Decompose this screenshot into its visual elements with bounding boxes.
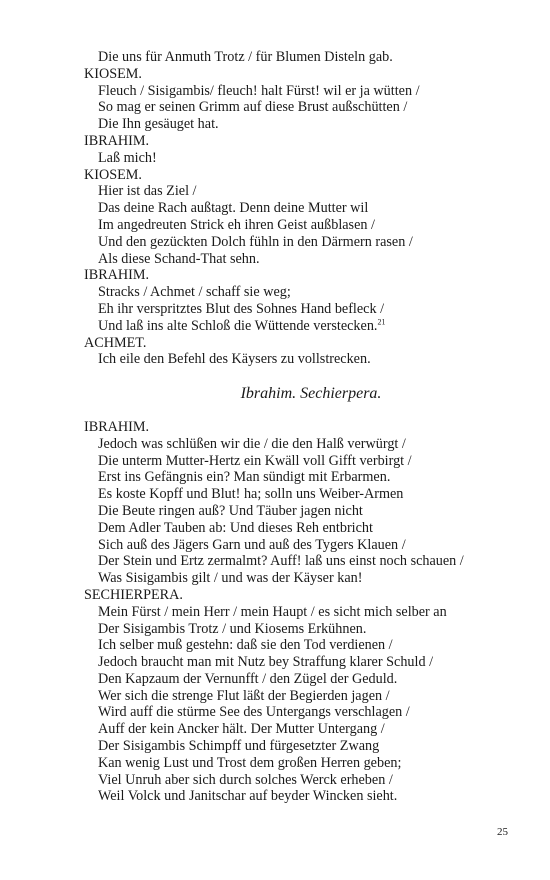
verse-text: Sich auß des Jägers Garn und auß des Tygers Klauen / <box>98 536 406 553</box>
verse-line <box>84 553 524 570</box>
verse-text: Laß mich! <box>98 149 157 166</box>
speaker-label: KIOSEM. <box>84 65 142 82</box>
verse-line <box>84 469 524 486</box>
verse-text: Erst ins Gefängnis ein? Man sündigt mit Erbarmen. <box>98 469 391 486</box>
speaker-name <box>84 335 524 352</box>
verse-line <box>84 671 524 688</box>
verse-text: Auff der kein Ancker hält. Der Mutter Untergang / <box>98 721 385 738</box>
verse-line <box>84 772 524 789</box>
verse-line <box>84 436 524 453</box>
speaker-label: IBRAHIM. <box>84 267 150 284</box>
verse-text: Hier ist das Ziel / <box>98 183 197 200</box>
verse-text: Kan wenig Lust und Trost dem großen Herren geben; <box>98 754 402 771</box>
stage-direction: Ibrahim. Sechierpera. <box>240 385 382 403</box>
speaker-name <box>84 133 524 150</box>
verse-text: Ich eile den Befehl des Käysers zu vollstrecken. <box>98 351 371 368</box>
verse-line <box>84 788 524 805</box>
verse-line <box>84 234 524 251</box>
verse-line <box>84 318 524 335</box>
verse-line <box>84 486 524 503</box>
verse-line <box>84 217 524 234</box>
verse-text: Es koste Kopff und Blut! ha; solln uns Weiber-Armen <box>98 486 404 503</box>
verse-text: Jedoch was schlüßen wir die / die den Halß verwürgt / <box>98 435 406 452</box>
footnote-marker[interactable]: 21 <box>377 317 386 327</box>
scene-part-1 <box>84 49 524 368</box>
verse-line <box>84 537 524 554</box>
verse-line <box>84 251 524 268</box>
verse-text: Weil Volck und Janitschar auf beyder Wincken sieht. <box>98 788 398 805</box>
play-text <box>84 49 524 805</box>
speaker-name <box>84 66 524 83</box>
verse-line <box>84 301 524 318</box>
verse-line <box>84 503 524 520</box>
verse-line <box>84 49 524 66</box>
verse-text: So mag er seinen Grimm auf diese Brust außschütten / <box>98 99 408 116</box>
verse-text: Fleuch / Sisigambis/ fleuch! halt Fürst! wil er ja wütten / <box>98 82 420 99</box>
verse-text: Die unterm Mutter-Hertz ein Kwäll voll Gifft verbirgt / <box>98 452 412 469</box>
verse-text: Die Ihn gesäuget hat. <box>98 116 219 133</box>
verse-text: Mein Fürst / mein Herr / mein Haupt / es sicht mich selber an <box>98 603 447 620</box>
verse-text: Und den gezückten Dolch fühln in den Därmern rasen / <box>98 233 413 250</box>
verse-line <box>84 604 524 621</box>
speaker-name <box>84 267 524 284</box>
verse-text: Der Stein und Ertz zermalmt? Auff! laß uns einst noch schauen / <box>98 553 464 570</box>
verse-line <box>84 99 524 116</box>
verse-text: Den Kapzaum der Vernunfft / den Zügel der Geduld. <box>98 670 398 687</box>
speaker-name <box>84 167 524 184</box>
verse-text: Das deine Rach außtagt. Denn deine Mutter wil <box>98 200 369 217</box>
verse-line <box>84 721 524 738</box>
verse-line <box>84 570 524 587</box>
verse-text: Wird auff die stürme See des Untergangs verschlagen / <box>98 704 410 721</box>
verse-line <box>84 150 524 167</box>
verse-line <box>84 520 524 537</box>
verse-line <box>84 654 524 671</box>
verse-text: Eh ihr verspritztes Blut des Sohnes Hand befleck / <box>98 300 385 317</box>
verse-text: Die uns für Anmuth Trotz / für Blumen Disteln gab. <box>98 49 393 65</box>
verse-text: Der Sisigambis Trotz / und Kiosems Erkühnen. <box>98 620 367 637</box>
verse-text: Wer sich die strenge Flut läßt der Begierden jagen / <box>98 687 390 704</box>
speaker-name <box>84 587 524 604</box>
speaker-label: KIOSEM. <box>84 166 142 183</box>
verse-text: Was Sisigambis gilt / und was der Käyser kan! <box>98 570 363 587</box>
verse-text: Und laß ins alte Schloß die Wüttende verstecken. <box>98 317 378 334</box>
verse-line <box>84 200 524 217</box>
page-number: 25 <box>497 826 508 838</box>
verse-text: Im angedreuten Strick eh ihren Geist außblasen / <box>98 216 375 233</box>
verse-text: Der Sisigambis Schimpff und fürgesetzter Zwang <box>98 738 380 755</box>
verse-text: Stracks / Achmet / schaff sie weg; <box>98 284 291 301</box>
verse-line <box>84 116 524 133</box>
verse-text: Die Beute ringen auß? Und Täuber jagen nicht <box>98 502 363 519</box>
verse-line <box>84 453 524 470</box>
speaker-label: SECHIERPERA. <box>84 586 183 603</box>
verse-line <box>84 284 524 301</box>
verse-line <box>84 738 524 755</box>
speaker-label: IBRAHIM. <box>84 418 150 435</box>
speaker-name <box>84 419 524 436</box>
verse-text: Als diese Schand-That sehn. <box>98 250 260 267</box>
verse-text: Dem Adler Tauben ab: Und dieses Reh entbricht <box>98 519 373 536</box>
scene-part-2 <box>84 419 524 805</box>
verse-line <box>84 688 524 705</box>
verse-line <box>84 183 524 200</box>
verse-line <box>84 755 524 772</box>
speaker-label: ACHMET. <box>84 334 147 351</box>
verse-text: Jedoch braucht man mit Nutz bey Straffung klarer Schuld / <box>98 654 434 671</box>
verse-text: Ich selber muß gestehn: daß sie den Tod verdienen / <box>98 637 393 654</box>
speaker-label: IBRAHIM. <box>84 132 150 149</box>
verse-line <box>84 83 524 100</box>
verse-line <box>84 351 524 368</box>
verse-line <box>84 621 524 638</box>
verse-line <box>84 704 524 721</box>
verse-line <box>84 637 524 654</box>
verse-text: Viel Unruh aber sich durch solches Werck erheben / <box>98 771 393 788</box>
